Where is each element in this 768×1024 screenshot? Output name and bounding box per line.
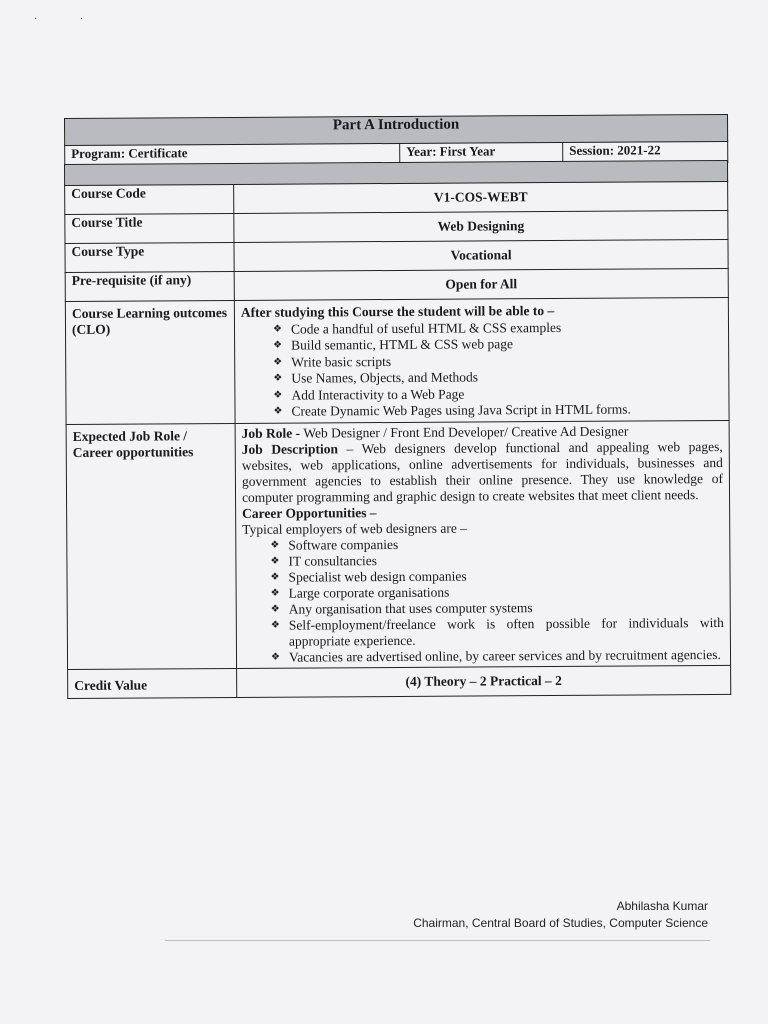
session-cell: Session: 2021-22 (563, 141, 728, 163)
credit-label: Credit Value (68, 668, 237, 698)
list-item: ❖ Software companies (270, 536, 399, 553)
diamond-bullet-icon: ❖ (273, 356, 283, 368)
scan-marks: · · (34, 14, 104, 25)
clo-list (241, 318, 723, 420)
list-item: ❖ Large corporate organisations (270, 584, 450, 601)
clo-label: Course Learning outcomes (CLO) (65, 300, 235, 424)
table-header-row (65, 114, 728, 145)
program-cell: Program: Certificate (65, 143, 400, 166)
diamond-bullet-icon: ❖ (273, 339, 283, 351)
diamond-bullet-icon: ❖ (270, 587, 280, 599)
list-item: ❖ Any organisation that uses computer systems (270, 599, 533, 617)
clo-content (234, 297, 729, 423)
signature-block (413, 898, 708, 932)
job-description (242, 438, 723, 505)
list-item: ❖ Self-employment/freelance work is often possible for individuals with appropriate experience. (270, 614, 724, 649)
credit-value: (4) Theory – 2 Practical – 2 (237, 665, 731, 697)
diamond-bullet-icon: ❖ (270, 539, 280, 551)
job-label: Expected Job Role / Career opportunities (66, 423, 236, 669)
list-item: ❖ Code a handful of useful HTML & CSS examples (272, 319, 562, 337)
clo-row (65, 297, 729, 424)
list-item: ❖ Create Dynamic Web Pages using Java Script in HTML forms. (273, 401, 631, 419)
credit-row (68, 665, 731, 698)
course-details-table (64, 160, 731, 699)
job-description-text: – Web designers develop functional and appealing web pages, websites, web applications, online advertisements for individuals, businesses and government agencies to establish their online presence. They use knowledge of computer programming and graphic design to create websites that meet client needs. (241, 438, 723, 505)
course-title-label: Course Title (65, 213, 234, 243)
career-intro: Typical employers of web designers are – (242, 520, 468, 537)
signature-divider (165, 940, 710, 941)
course-title-row (65, 210, 728, 243)
diamond-bullet-icon: ❖ (270, 651, 281, 663)
part-title: Part A Introduction (65, 114, 728, 145)
list-item: ❖ Build semantic, HTML & CSS web page (273, 336, 514, 353)
course-code-row (65, 181, 728, 214)
course-type-row (65, 239, 728, 272)
list-item: ❖ Write basic scripts (273, 353, 392, 370)
prerequisite-row (65, 268, 728, 301)
diamond-bullet-icon: ❖ (273, 372, 283, 384)
diamond-bullet-icon: ❖ (272, 323, 283, 335)
course-type-value: Vocational (234, 239, 728, 271)
job-role-text: Web Designer / Front End Developer/ Creative Ad Designer (303, 423, 629, 441)
clo-intro: After studying this Course the student will be able to – (240, 303, 555, 320)
diamond-bullet-icon: ❖ (273, 389, 283, 401)
prerequisite-label: Pre-requisite (if any) (65, 271, 234, 301)
list-item: ❖ Add Interactivity to a Web Page (273, 386, 465, 403)
list-item: ❖ Use Names, Objects, and Methods (273, 369, 479, 386)
job-content (235, 420, 730, 668)
career-heading: Career Opportunities – (242, 504, 377, 521)
diamond-bullet-icon: ❖ (270, 619, 280, 631)
course-title-value: Web Designing (234, 210, 728, 242)
diamond-bullet-icon: ❖ (273, 405, 283, 417)
job-row (66, 420, 730, 669)
signatory-name: Abhilasha Kumar (616, 899, 708, 913)
signatory-title: Chairman, Central Board of Studies, Computer Science (413, 916, 708, 930)
year-cell: Year: First Year (400, 142, 563, 164)
course-type-label: Course Type (65, 242, 234, 272)
list-item: ❖ IT consultancies (270, 552, 378, 569)
list-item: ❖ Specialist web design companies (270, 568, 467, 585)
prerequisite-value: Open for All (234, 268, 728, 300)
diamond-bullet-icon: ❖ (270, 571, 280, 583)
course-code-value: V1-COS-WEBT (234, 181, 728, 213)
career-list (242, 534, 724, 665)
course-table (64, 114, 728, 167)
diamond-bullet-icon: ❖ (270, 603, 280, 615)
diamond-bullet-icon: ❖ (270, 555, 280, 567)
course-code-label: Course Code (65, 184, 234, 214)
job-description-heading: Job Description (241, 440, 339, 457)
list-item: ❖ Vacancies are advertised online, by career services and by recruitment agencies. (270, 646, 721, 665)
job-role-heading: Job Role - (241, 425, 301, 441)
